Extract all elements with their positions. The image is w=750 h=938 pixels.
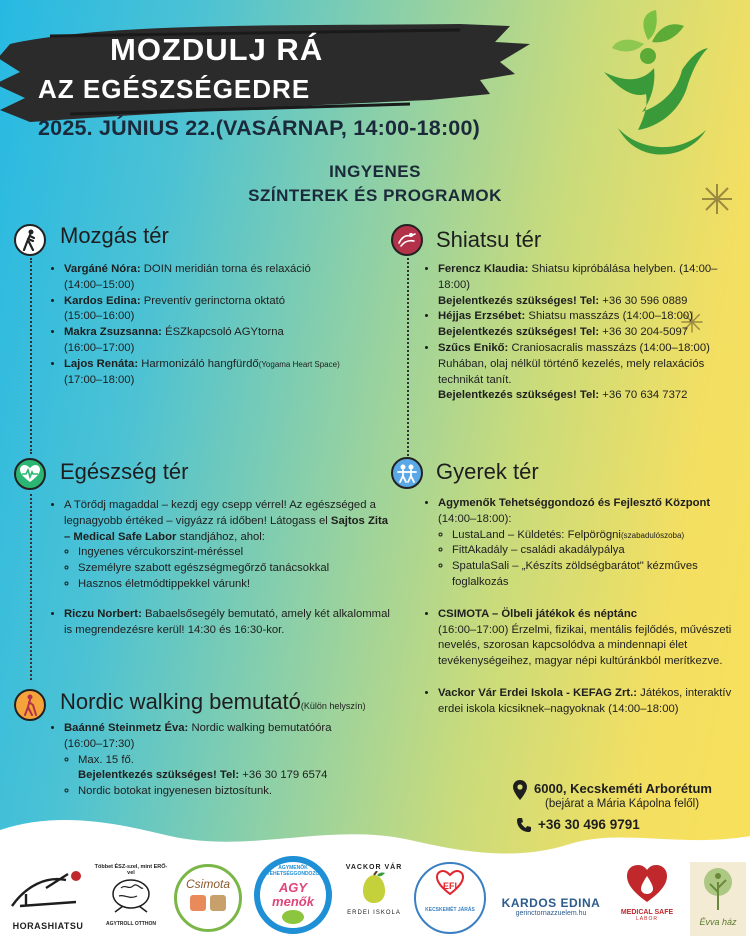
title-line-1: MOZDULJ RÁ: [110, 32, 324, 67]
agymenok-logo: AGYMENŐK TEHETSÉGGONDOZÓ AGY menők: [254, 856, 332, 934]
kardos-edina-logo: KARDOS EDINA gerinctornazzuelem.hu: [501, 896, 601, 917]
mozgas-title: Mozgás tér: [60, 223, 169, 248]
nordic-note: (Külön helyszín): [300, 701, 366, 711]
walking-person-icon: [14, 224, 46, 256]
list-item: • A Törődj magaddal – kezdj egy csepp vérrel! Az egészséged a legnagyobb értéked – vigyázz rá időben! Látogass el Sajtos Zita – Medical Safe Labor standjához, ahol: ◦ Ingyenes vércukorszint-méréssel ◦ Személyre szabott egészségmegőrző tanácsokkal ◦ Hasznos életmódtippekkel várunk!: [64, 498, 395, 593]
list-item: • Vackor Vár Erdei Iskola - KEFAG Zrt.: Játékos, interaktív erdei iskola kicsiknek–nagyoknak (14:00–18:00): [438, 686, 734, 718]
location-phone: +36 30 496 9791: [538, 817, 640, 832]
event-date: 2025. JÚNIUS 22.(VASÁRNAP, 14:00-18:00): [38, 116, 480, 140]
mascot-figure-icon: [598, 10, 710, 170]
list-item: • Agymenők Tehetséggondozó és Fejlesztő Központ (14:00–18:00): ◦ LustaLand – Küldetés: Felpörögni(szabadulószoba) ◦ FittAkadály – családi akadálypálya ◦ SpatulaSali – „Készíts zöldségbarátot" kézműves foglalkozás: [438, 496, 734, 591]
list-item: • Makra Zsuzsanna: ÉSZkapcsoló AGYtorna (16:00–17:00): [64, 325, 380, 357]
sub-item: ◦ Hasznos életmódtippekkel várunk!: [78, 577, 395, 593]
gyerek-title: Gyerek tér: [436, 459, 539, 484]
egeszseg-divider: [30, 494, 32, 680]
egeszseg-title: Egészség tér: [60, 459, 189, 484]
list-item: • Baánné Steinmetz Éva: Nordic walking bemutatóóra (16:00–17:30) ◦ Max. 15 fő. Bejelentkezés szükséges! Tel: +36 30 179 6574 ◦ Nordic botokat ingyenesen biztosítunk.: [64, 721, 395, 800]
mozgas-divider: [30, 258, 32, 454]
evva-haz-logo: Évva ház: [690, 862, 746, 936]
list-item: • Ferencz Klaudia: Shiatsu kipróbálása helyben. (14:00–18:00) Bejelentkezés szükséges! Tel: +36 30 596 0889: [438, 262, 729, 309]
shiatsu-divider: [407, 258, 409, 456]
sub-item: ◦ Ingyenes vércukorszint-méréssel: [78, 545, 395, 561]
sub-item: ◦ Max. 15 fő. Bejelentkezés szükséges! Tel: +36 30 179 6574: [78, 753, 395, 785]
massage-hands-icon: [391, 224, 423, 256]
heart-pulse-icon: [14, 458, 46, 490]
csimota-logo: Csimota: [174, 864, 242, 932]
list-item: • Vargáné Nóra: DOIN meridián torna és relaxáció (14:00–15:00): [64, 262, 380, 294]
nordic-walker-icon: [14, 689, 46, 721]
sub-item: ◦ LustaLand – Küldetés: Felpörögni(szabadulószoba): [452, 528, 734, 544]
location-note: (bejárat a Mária Kápolna felől): [545, 798, 700, 810]
agytroll-logo: Többet ÉSZ-szel, mint ERŐ-vel AGYTROLL OTTHON: [94, 864, 168, 927]
free-heading-1: INGYENES: [329, 162, 421, 181]
title-line-2: AZ EGÉSZSÉGEDRE: [38, 74, 311, 104]
egeszseg-list: [50, 498, 395, 638]
nordic-list: [50, 721, 395, 800]
list-item: • Lajos Renáta: Harmonizáló hangfürdő(Yogama Heart Space) (17:00–18:00): [64, 357, 380, 389]
free-heading-2: SZÍNTEREK ÉS PROGRAMOK: [248, 186, 502, 205]
medical-safe-logo: MEDICAL SAFE LABOR: [618, 864, 676, 922]
list-item: • Héjjas Erzsébet: Shiatsu masszázs (14:00–18:00) Bejelentkezés szükséges! Tel: +36 30 204-5097: [438, 309, 729, 341]
list-item: • Kardos Edina: Preventív gerinctorna oktató (15:00–16:00): [64, 294, 380, 326]
list-item: • Szűcs Enikő: Craniosacralis masszázs (14:00–18:00) Ruhában, olaj nélkül történő kezelés, mely relaxációs technikát tanít. Bejelentkezés szükséges! Tel: +36 70 634 7372: [438, 341, 729, 404]
title-brush-stroke: [0, 14, 550, 126]
sub-item: ◦ SpatulaSali – „Készíts zöldségbarátot" kézműves foglalkozás: [452, 559, 734, 591]
location-pin-icon: [513, 780, 527, 800]
gyerek-list: [424, 496, 734, 718]
children-icon: [391, 457, 423, 489]
nordic-title: Nordic walking bemutató: [60, 689, 301, 714]
sub-item: ◦ Személyre szabott egészségmegőrző tanácsokkal: [78, 561, 395, 577]
shiatsu-list: [424, 262, 729, 404]
nordic-heading: [60, 689, 365, 715]
list-item: • CSIMOTA – Ölbeli játékok és néptánc (16:00–17:00) Érzelmi, fizikai, mentális fejlődés, művészeti nevelés, szorosan kapcsolódva a mindennapi élet tevékenységeihez, magyar népi kultúránkból merítkezve.: [438, 607, 734, 670]
location-address: 6000, Kecskeméti Arborétum: [534, 781, 712, 796]
horashiatsu-logo: HORASHIATSU: [6, 866, 90, 936]
shiatsu-title: Shiatsu tér: [436, 227, 542, 252]
sub-item: ◦ FittAkadály – családi akadálypálya: [452, 543, 734, 559]
efi-logo: EFI KECSKEMÉT JÁRÁS: [414, 862, 486, 934]
mozgas-list: [50, 262, 380, 388]
list-item: • Riczu Norbert: Babaelsősegély bemutató, amely két alkalommal is megrendezésre kerül! 14:30 és 16:30-kor.: [64, 607, 395, 639]
vackor-var-logo: VACKOR VÁR ERDEI ISKOLA: [338, 858, 410, 934]
sub-item: ◦ Nordic botokat ingyenesen biztosítunk.: [78, 784, 395, 800]
